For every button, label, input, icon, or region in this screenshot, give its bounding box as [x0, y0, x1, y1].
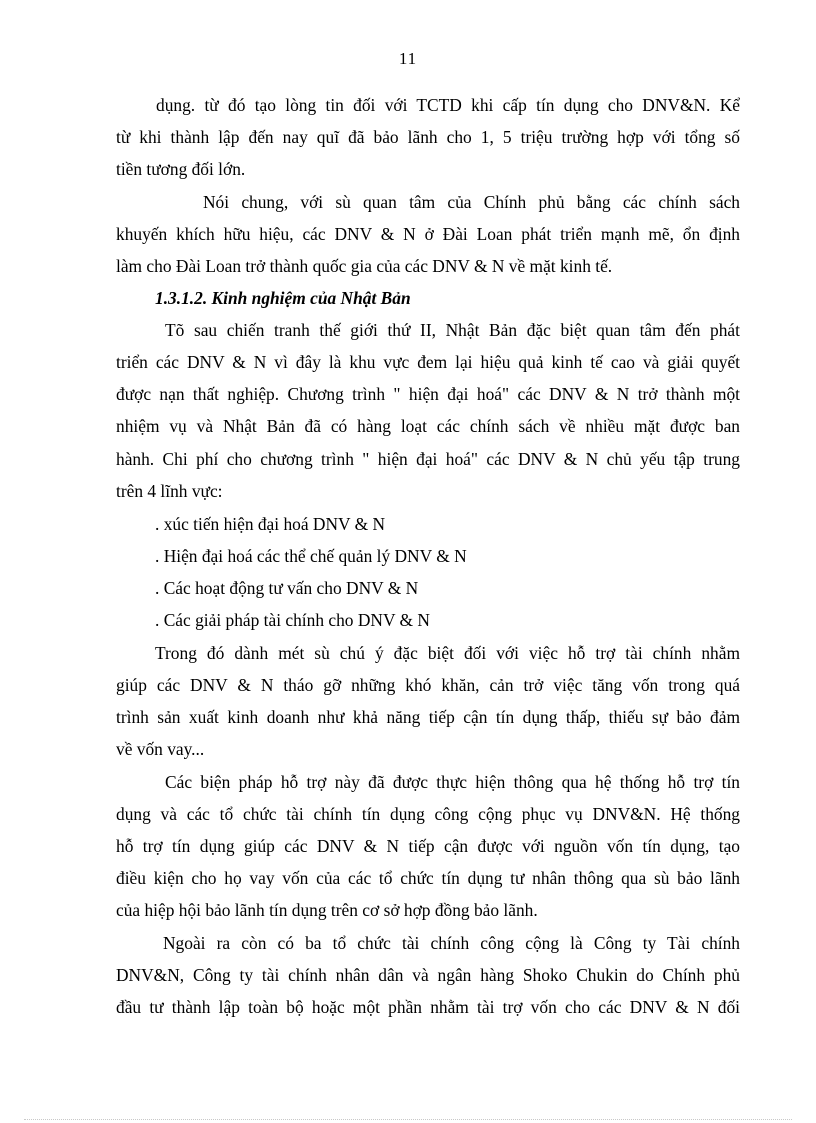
text-line: DNV&N, Công ty tài chính nhân dân và ngân hàng Shoko Chukin do Chính phủ: [116, 965, 740, 985]
text-line: đầu tư thành lập toàn bộ hoặc một phần nhằm tài trợ vốn cho các DNV & N đối: [116, 997, 740, 1017]
text-line: Ngoài ra còn có ba tổ chức tài chính công cộng là Công ty Tài chính: [163, 933, 740, 953]
text-line: về vốn vay...: [116, 739, 205, 759]
text-line: Nói chung, với sù quan tâm của Chính phủ bằng các chính sách: [203, 192, 740, 212]
text-line: hành. Chi phí cho chương trình " hiện đại hoá" các DNV & N chủ yếu tập trung: [116, 449, 740, 469]
text-line: giúp các DNV & N tháo gỡ những khó khăn, cản trở việc tăng vốn trong quá: [116, 675, 740, 695]
text-line: dụng và các tổ chức tài chính tín dụng công cộng phục vụ DNV&N. Hệ thống: [116, 804, 740, 824]
footer-divider: [24, 1119, 792, 1120]
list-item: . Các hoạt động tư vấn cho DNV & N: [155, 578, 419, 598]
text-line: điều kiện cho họ vay vốn của các tổ chức tín dụng tư nhân thông qua sù bảo lãnh: [116, 868, 740, 888]
list-item: . Hiện đại hoá các thể chế quản lý DNV & N: [155, 546, 467, 566]
text-line: Các biện pháp hỗ trợ này đã được thực hiện thông qua hệ thống hỗ trợ tín: [165, 772, 740, 792]
text-line: Trong đó dành mét sù chú ý đặc biệt đối với việc hỗ trợ tài chính nhằm: [155, 643, 740, 663]
page-number: 11: [398, 49, 418, 68]
list-item: . xúc tiến hiện đại hoá DNV & N: [155, 514, 386, 534]
text-line: trên 4 lĩnh vực:: [116, 481, 223, 501]
text-line: triển các DNV & N vì đây là khu vực đem lại hiệu quả kinh tế cao và giải quyết: [116, 352, 740, 372]
text-line: hỗ trợ tín dụng giúp các DNV & N tiếp cận được với nguồn vốn tín dụng, tạo: [116, 836, 740, 856]
text-line: khuyến khích hữu hiệu, các DNV & N ở Đài Loan phát triển mạnh mẽ, ổn định: [116, 224, 740, 244]
text-line: của hiệp hội bảo lãnh tín dụng trên cơ sở hợp đồng bảo lãnh.: [116, 900, 538, 920]
text-line: được nạn thất nghiệp. Chương trình " hiện đại hoá" các DNV & N trở thành một: [116, 384, 740, 404]
text-line: dụng. từ đó tạo lòng tin đối với TCTD khi cấp tín dụng cho DNV&N. Kể: [156, 95, 740, 115]
text-line: làm cho Đài Loan trở thành quốc gia của các DNV & N về mặt kinh tế.: [116, 256, 613, 276]
text-line: trình sản xuất kinh doanh như khả năng tiếp cận tín dụng thấp, thiếu sự bảo đảm: [116, 707, 740, 727]
text-line: Tõ sau chiến tranh thế giới thứ II, Nhật Bản đặc biệt quan tâm đến phát: [165, 320, 740, 340]
text-line: nhiệm vụ và Nhật Bản đã có hàng loạt các chính sách về nhiều mặt được ban: [116, 416, 740, 436]
text-line: tiền tương đối lớn.: [116, 159, 246, 179]
text-line: từ khi thành lập đến nay quĩ đã bảo lãnh cho 1, 5 triệu trường hợp với tổng số: [116, 127, 740, 147]
section-heading: 1.3.1.2. Kinh nghiệm của Nhật Bản: [155, 288, 411, 308]
list-item: . Các giải pháp tài chính cho DNV & N: [155, 610, 430, 630]
